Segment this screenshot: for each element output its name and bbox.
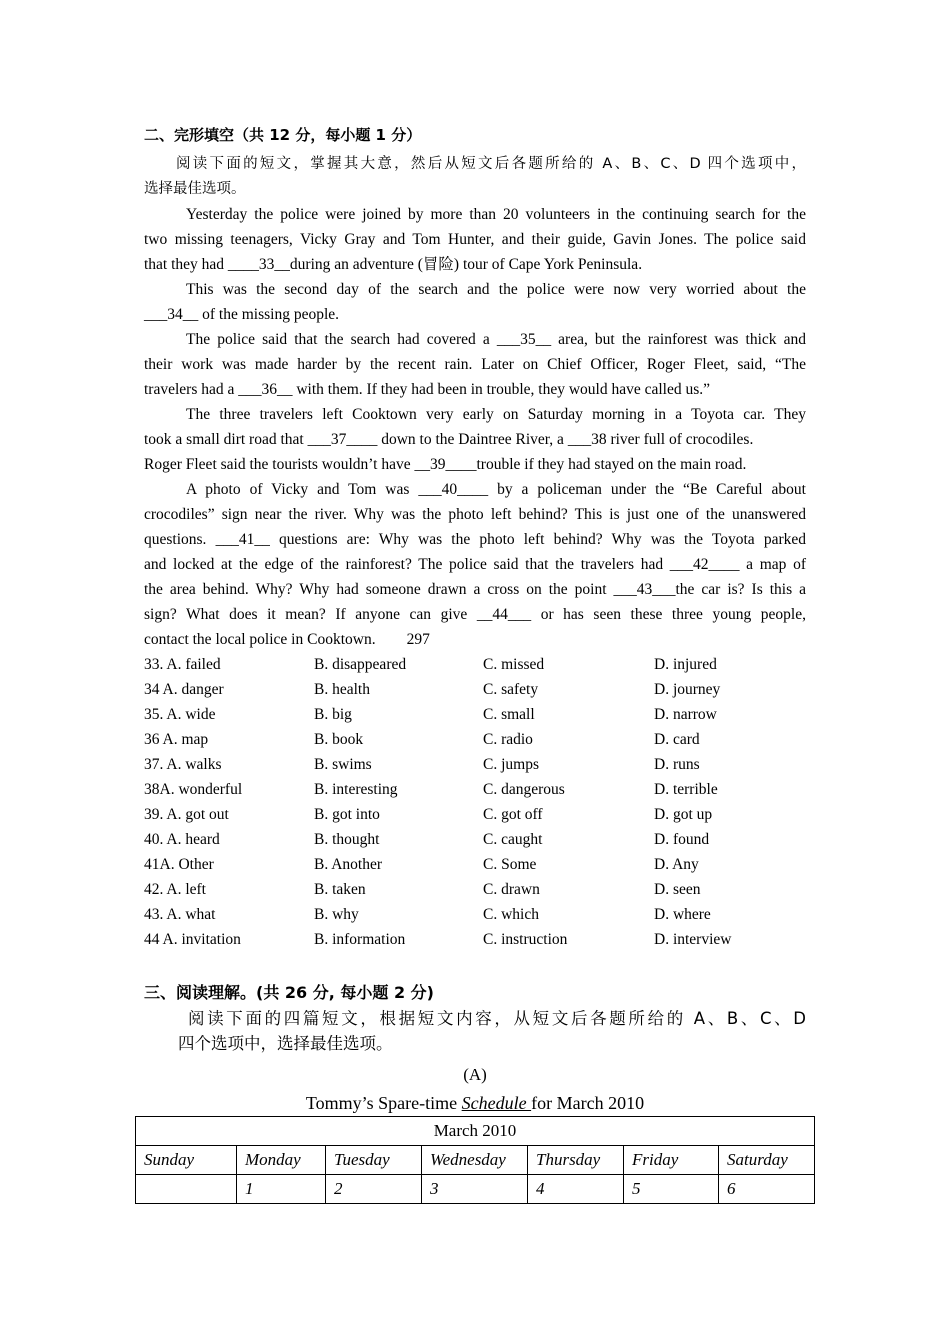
- part-label: (A): [463, 1065, 487, 1084]
- weekday-header: Saturday: [719, 1146, 815, 1175]
- section-3-instruction-cont: 四个选项中，选择最佳选项。: [178, 1034, 393, 1053]
- option-a: 38A. wonderful: [144, 781, 243, 798]
- option-a: 36 A. map: [144, 731, 209, 748]
- option-c: C. radio: [483, 731, 533, 748]
- date-cell: [136, 1175, 237, 1204]
- option-row: [144, 677, 844, 702]
- date-row: [136, 1175, 815, 1204]
- weekday-header-row: [136, 1146, 815, 1175]
- option-row: [144, 652, 844, 677]
- option-b: B. thought: [314, 831, 380, 848]
- option-c: C. Some: [483, 856, 537, 873]
- date-cell: 4: [528, 1175, 624, 1204]
- option-d: D. found: [654, 831, 710, 848]
- option-a: 42. A. left: [144, 881, 206, 898]
- passage-line: This was the second day of the search and the police were now very worried about the: [186, 281, 806, 298]
- option-b: B. swims: [314, 756, 372, 773]
- option-b: B. Another: [314, 856, 383, 873]
- option-b: B. book: [314, 731, 364, 748]
- weekday-header: Friday: [624, 1146, 719, 1175]
- option-row: [144, 852, 844, 877]
- option-row: [144, 802, 844, 827]
- option-d: D. narrow: [654, 706, 717, 723]
- passage-line: Roger Fleet said the tourists wouldn’t have __39____trouble if they had stayed on the main road.: [144, 456, 747, 473]
- option-a: 39. A. got out: [144, 806, 229, 823]
- option-d: D. runs: [654, 756, 700, 773]
- option-c: C. caught: [483, 831, 543, 848]
- weekday-header: Monday: [237, 1146, 326, 1175]
- section-2-instruction-cont: 选择最佳选项。: [144, 181, 246, 197]
- option-b: B. information: [314, 931, 406, 948]
- option-d: D. where: [654, 906, 711, 923]
- option-a: 41A. Other: [144, 856, 214, 873]
- option-row: [144, 877, 844, 902]
- option-c: C. instruction: [483, 931, 568, 948]
- date-cell: 6: [719, 1175, 815, 1204]
- option-c: C. which: [483, 906, 539, 923]
- option-a: 40. A. heard: [144, 831, 220, 848]
- option-d: D. journey: [654, 681, 721, 698]
- schedule-title: [0, 1091, 950, 1116]
- option-b: B. taken: [314, 881, 366, 898]
- option-d: D. card: [654, 731, 700, 748]
- option-d: D. seen: [654, 881, 701, 898]
- option-d: D. interview: [654, 931, 732, 948]
- option-b: B. got into: [314, 806, 380, 823]
- option-b: B. disappeared: [314, 656, 407, 673]
- weekday-header: Sunday: [136, 1146, 237, 1175]
- option-d: D. terrible: [654, 781, 718, 798]
- passage-line: ___34__ of the missing people.: [144, 306, 340, 323]
- option-a: 37. A. walks: [144, 756, 222, 773]
- passage-line: A photo of Vicky and Tom was ___40____ by a policeman under the “Be Careful about: [186, 481, 806, 498]
- option-c: C. jumps: [483, 756, 539, 773]
- option-a: 35. A. wide: [144, 706, 216, 723]
- passage-line: travelers had a ___36__ with them. If they had been in trouble, they would have called us.”: [144, 381, 711, 398]
- option-c: C. missed: [483, 656, 545, 673]
- option-d: D. injured: [654, 656, 717, 673]
- option-b: B. interesting: [314, 781, 398, 798]
- option-a: 33. A. failed: [144, 656, 221, 673]
- option-row: [144, 777, 844, 802]
- passage-line: Yesterday the police were joined by more than 20 volunteers in the continuing search for the: [186, 206, 806, 223]
- option-a: 34 A. danger: [144, 681, 224, 698]
- section-3-title: 三、阅读理解。(共 26 分, 每小题 2 分): [144, 983, 434, 1002]
- weekday-header: Thursday: [528, 1146, 624, 1175]
- weekday-header: Wednesday: [422, 1146, 528, 1175]
- passage-line: questions. ___41__ questions are: Why was the photo left behind? Why was the Toyota parked: [144, 531, 806, 548]
- option-b: B. big: [314, 706, 352, 723]
- passage-line: took a small dirt road that ___37____ down to the Daintree River, a ___38 river full of crocodiles.: [144, 431, 754, 448]
- option-row: [144, 702, 844, 727]
- option-d: D. Any: [654, 856, 699, 873]
- option-row: [144, 902, 844, 927]
- option-b: B. why: [314, 906, 359, 923]
- schedule-title-pre: Tommy’s Spare-time: [305, 1093, 462, 1113]
- option-d: D. got up: [654, 806, 713, 823]
- schedule-title-word: Schedule: [461, 1093, 532, 1113]
- date-cell: 3: [422, 1175, 528, 1204]
- passage-line: The police said that the search had covered a ___35__ area, but the rainforest was thick and: [186, 331, 806, 348]
- option-c: C. small: [483, 706, 535, 723]
- passage-line: crocodiles” sign near the river. Why was the photo left behind? This is just one of the unanswered: [144, 506, 806, 523]
- section-3-instruction: 阅读下面的四篇短文，根据短文内容，从短文后各题所给的 A、B、C、D: [188, 1009, 806, 1028]
- passage-line: the area behind. Why? Why had someone drawn a cross on the point ___43___the car is? Is this a: [144, 581, 806, 598]
- schedule-calendar: [135, 1116, 815, 1204]
- calendar-month: March 2010: [136, 1117, 815, 1146]
- schedule-title-post: for March 2010: [531, 1093, 645, 1113]
- option-c: C. got off: [483, 806, 543, 823]
- option-a: 44 A. invitation: [144, 931, 241, 948]
- passage-line: sign? What does it mean? If anyone can give __44___ or has seen these three young people,: [144, 606, 806, 623]
- option-row: [144, 727, 844, 752]
- passage-line: contact the local police in Cooktown. 297: [144, 631, 430, 648]
- option-b: B. health: [314, 681, 370, 698]
- weekday-header: Tuesday: [326, 1146, 422, 1175]
- passage-line: that they had ____33__during an adventure (冒险) tour of Cape York Peninsula.: [144, 256, 643, 273]
- option-row: [144, 827, 844, 852]
- option-a: 43. A. what: [144, 906, 216, 923]
- option-row: [144, 927, 844, 952]
- passage-line: two missing teenagers, Vicky Gray and Tom Hunter, and their guide, Gavin Jones. The police said: [144, 231, 806, 248]
- section-2-title: 二、完形填空（共 12 分，每小题 1 分）: [144, 126, 422, 144]
- option-c: C. drawn: [483, 881, 540, 898]
- passage-line: The three travelers left Cooktown very early on Saturday morning in a Toyota car. They: [186, 406, 806, 423]
- section-2-instruction: 阅读下面的短文，掌握其大意，然后从短文后各题所给的 A、B、C、D 四个选项中，: [176, 156, 806, 172]
- option-c: C. dangerous: [483, 781, 565, 798]
- option-c: C. safety: [483, 681, 539, 698]
- date-cell: 5: [624, 1175, 719, 1204]
- passage-line: and locked at the edge of the rainforest? The police said that the travelers had ___42____ a map of: [144, 556, 806, 573]
- date-cell: 1: [237, 1175, 326, 1204]
- passage-line: their work was made harder by the recent rain. Later on Chief Officer, Roger Fleet, said, “The: [144, 356, 806, 373]
- option-row: [144, 752, 844, 777]
- date-cell: 2: [326, 1175, 422, 1204]
